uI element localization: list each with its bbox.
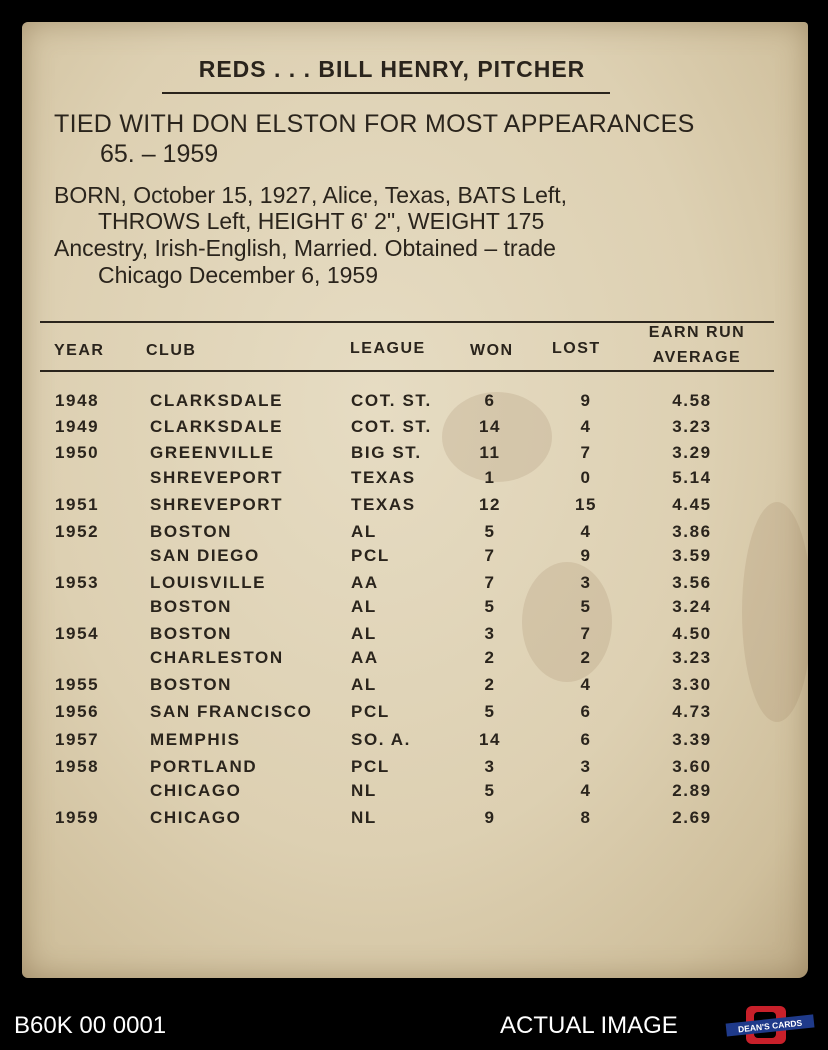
cell-league: COT. ST. [351,417,432,436]
cell-league: SO. A. [351,730,411,749]
cell-year: 1949 [55,417,100,436]
cell-league: AL [351,624,377,643]
table-row [22,443,808,469]
table-row [22,781,808,807]
cell-lost: 3 [580,573,592,592]
table-row [22,495,808,521]
cell-club: CHICAGO [150,781,242,800]
cell-era: 4.73 [672,702,712,721]
tied-line-1: TIED WITH DON ELSTON FOR MOST APPEARANCES [54,110,695,138]
cell-league: COT. ST. [351,391,432,410]
cell-era: 3.39 [672,730,712,749]
cell-era: 2.69 [672,808,712,827]
cell-club: CHICAGO [150,808,242,827]
cell-era: 4.58 [672,391,712,410]
cell-won: 3 [484,624,496,643]
cell-lost: 6 [580,702,592,721]
cell-won: 7 [484,573,496,592]
table-top-rule [40,321,774,323]
table-row [22,624,808,650]
cell-era: 3.60 [672,757,712,776]
cell-club: SAN FRANCISCO [150,702,313,721]
header-club: CLUB [146,342,197,359]
cell-league: AA [351,573,379,592]
deans-cards-logo-icon [724,1004,816,1046]
table-row [22,702,808,728]
cell-year: 1952 [55,522,100,541]
cell-won: 9 [484,808,496,827]
table-row [22,757,808,783]
cell-won: 3 [484,757,496,776]
cell-year: 1959 [55,808,100,827]
cell-lost: 0 [580,468,592,487]
cell-club: BOSTON [150,597,233,616]
tied-line-2: 65. – 1959 [100,140,219,168]
cell-club: BOSTON [150,624,233,643]
cell-league: PCL [351,546,390,565]
header-era-line2: AVERAGE [652,349,742,366]
cell-club: BOSTON [150,522,233,541]
table-row [22,391,808,417]
cell-won: 7 [484,546,496,565]
cell-lost: 15 [574,495,598,514]
cell-era: 3.29 [672,443,712,462]
cell-year: 1954 [55,624,100,643]
cell-league: TEXAS [351,495,416,514]
cell-club: SHREVEPORT [150,468,284,487]
cell-won: 5 [484,522,496,541]
cell-lost: 3 [580,757,592,776]
cell-won: 2 [484,648,496,667]
cell-won: 14 [478,730,502,749]
cell-lost: 9 [580,391,592,410]
cell-won: 2 [484,675,496,694]
cell-won: 6 [484,391,496,410]
cell-league: AL [351,522,377,541]
cell-era: 3.23 [672,417,712,436]
table-row [22,468,808,494]
cell-year: 1955 [55,675,100,694]
cell-lost: 9 [580,546,592,565]
cell-league: AA [351,648,379,667]
table-row [22,522,808,548]
cell-club: MEMPHIS [150,730,241,749]
card-headline: REDS . . . BILL HENRY, PITCHER [198,56,586,82]
table-row [22,675,808,701]
cell-won: 5 [484,597,496,616]
cell-lost: 4 [580,781,592,800]
logo-text: DEAN'S CARDS [737,1017,803,1035]
table-row [22,597,808,623]
table-row [22,808,808,834]
cell-club: SAN DIEGO [150,546,260,565]
cell-year: 1951 [55,495,100,514]
cell-club: CLARKSDALE [150,391,284,410]
cell-era: 3.24 [672,597,712,616]
cell-league: NL [351,781,377,800]
cell-league: BIG ST. [351,443,422,462]
cell-year: 1958 [55,757,100,776]
bio-line-1: BORN, October 15, 1927, Alice, Texas, BATS Left, [54,182,568,208]
table-row [22,417,808,443]
cell-lost: 4 [580,522,592,541]
cell-era: 3.86 [672,522,712,541]
table-row [22,648,808,674]
baseball-card-back [22,22,808,978]
cell-club: GREENVILLE [150,443,275,462]
bio-line-2: THROWS Left, HEIGHT 6' 2", WEIGHT 175 [98,208,545,234]
cell-era: 3.30 [672,675,712,694]
cell-club: CHARLESTON [150,648,284,667]
table-header-rule [40,370,774,372]
cell-year: 1956 [55,702,100,721]
cell-club: SHREVEPORT [150,495,284,514]
table-row [22,573,808,599]
cell-league: PCL [351,757,390,776]
cell-lost: 8 [580,808,592,827]
table-row [22,730,808,756]
cell-league: NL [351,808,377,827]
cell-year: 1953 [55,573,100,592]
cell-era: 3.59 [672,546,712,565]
bio-line-4: Chicago December 6, 1959 [98,262,378,288]
cell-year: 1957 [55,730,100,749]
cell-lost: 7 [580,443,592,462]
cell-era: 2.89 [672,781,712,800]
actual-image-label: ACTUAL IMAGE [500,1012,678,1039]
cell-won: 5 [484,702,496,721]
cell-era: 3.23 [672,648,712,667]
cell-league: AL [351,597,377,616]
cell-league: PCL [351,702,390,721]
cell-lost: 4 [580,675,592,694]
cell-won: 1 [484,468,496,487]
headline-rule [162,92,610,94]
cell-era: 4.45 [672,495,712,514]
cell-league: AL [351,675,377,694]
cell-era: 4.50 [672,624,712,643]
header-league: LEAGUE [350,340,426,357]
cell-lost: 2 [580,648,592,667]
cell-club: CLARKSDALE [150,417,284,436]
cell-league: TEXAS [351,468,416,487]
header-lost: LOST [552,340,601,357]
table-row [22,546,808,572]
header-era-line1: EARN RUN [648,324,746,341]
cell-won: 12 [478,495,502,514]
cell-lost: 5 [580,597,592,616]
header-year: YEAR [54,342,105,359]
cell-era: 5.14 [672,468,712,487]
cell-era: 3.56 [672,573,712,592]
cell-won: 11 [479,443,501,462]
card-code: B60K 00 0001 [14,1012,167,1039]
cell-year: 1950 [55,443,100,462]
cell-won: 14 [478,417,502,436]
cell-lost: 6 [580,730,592,749]
cell-lost: 7 [580,624,592,643]
cell-club: BOSTON [150,675,233,694]
bio-line-3: Ancestry, Irish-English, Married. Obtained – trade [54,235,556,261]
cell-won: 5 [484,781,496,800]
header-won: WON [470,342,514,359]
cell-year: 1948 [55,391,100,410]
cell-club: PORTLAND [150,757,258,776]
cell-club: LOUISVILLE [150,573,267,592]
cell-lost: 4 [580,417,592,436]
